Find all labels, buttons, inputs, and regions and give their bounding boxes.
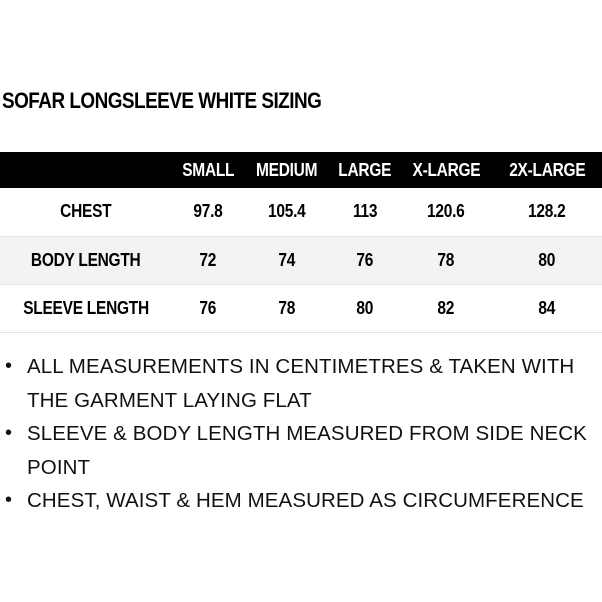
bullet-icon: • [5, 489, 13, 511]
row-label: SLEEVE LENGTH [23, 297, 149, 318]
table-header-corner [0, 152, 172, 188]
size-table [0, 152, 602, 333]
table-cell: 72 [199, 249, 217, 270]
table-row-chest [0, 188, 602, 236]
column-header-x-large: X-LARGE [412, 159, 480, 180]
table-cell: 78 [278, 297, 296, 318]
column-header-small: SMALL [181, 159, 235, 180]
column-header-medium: MEDIUM [256, 159, 318, 180]
table-cell: 80 [538, 249, 556, 270]
table-cell: 76 [356, 249, 374, 270]
table-cell: 84 [538, 297, 556, 318]
table-cell: 97.8 [193, 201, 223, 222]
table-header-row [0, 152, 602, 188]
table-cell: 82 [437, 297, 455, 318]
table-cell: 74 [278, 249, 296, 270]
bullet-icon: • [5, 422, 13, 444]
column-header-2x-large: 2X-LARGE [508, 159, 586, 180]
measurement-notes [0, 350, 602, 518]
table-cell: 80 [356, 297, 374, 318]
column-header-large: LARGE [338, 159, 392, 180]
page-title: SOFAR LONGSLEEVE WHITE SIZING [2, 88, 322, 113]
list-item [0, 484, 602, 518]
table-row-body-length [0, 236, 602, 284]
table-cell: 76 [199, 297, 217, 318]
bullet-icon: • [5, 355, 13, 377]
list-item [0, 417, 602, 484]
note-text: SLEEVE & BODY LENGTH MEASURED FROM SIDE NECK POINT [27, 422, 587, 479]
row-label: BODY LENGTH [31, 249, 141, 270]
table-cell: 105.4 [268, 201, 306, 222]
table-cell: 113 [352, 201, 378, 222]
table-cell: 120.6 [427, 201, 465, 222]
note-text: CHEST, WAIST & HEM MEASURED AS CIRCUMFERENCE [27, 489, 584, 512]
note-text: ALL MEASUREMENTS IN CENTIMETRES & TAKEN WITH THE GARMENT LAYING FLAT [27, 355, 575, 412]
table-row-sleeve-length [0, 284, 602, 332]
table-cell: 78 [437, 249, 455, 270]
row-label: CHEST [60, 201, 112, 222]
table-cell: 128.2 [528, 201, 566, 222]
list-item [0, 350, 602, 417]
